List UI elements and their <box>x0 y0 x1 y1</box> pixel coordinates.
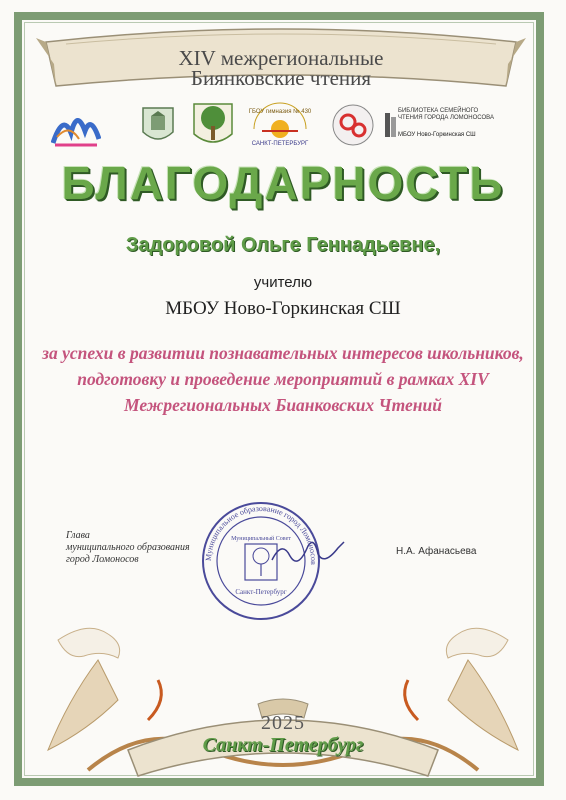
position-line: Глава <box>66 530 90 541</box>
position-line: муниципального образования <box>66 542 190 553</box>
banner-line-2: Биянковские чтения <box>190 66 372 90</box>
bottom-ornament-icon <box>28 600 538 790</box>
signatory-name: Н.А. Афанасьева <box>396 546 477 557</box>
library-text: БИБЛИОТЕКА СЕМЕЙНОГО ЧТЕНИЯ ГОРОДА ЛОМОНОСОВА <box>398 108 494 121</box>
svg-text:ГБОУ гимназия № 430: ГБОУ гимназия № 430 <box>248 109 312 115</box>
handwritten-signature-icon <box>268 532 348 572</box>
tree-logo-icon <box>190 98 236 152</box>
banner-line-1: XIV межрегиональные <box>178 46 384 70</box>
top-banner <box>36 20 526 90</box>
svg-text:Санкт-Петербург: Санкт-Петербург <box>235 588 287 596</box>
recipient-organization: МБОУ Ново-Горкинская СШ <box>165 298 401 319</box>
svg-text:Муниципальный Совет: Муниципальный Совет <box>231 536 291 542</box>
school-logo-icon <box>248 98 312 152</box>
position-line: город Ломоносов <box>66 554 139 565</box>
gears-logo-icon <box>330 98 376 152</box>
wave-logo-icon <box>50 98 102 152</box>
mbou-logo-text: МБОУ Ново-Горкинская СШ <box>398 132 476 138</box>
castle-logo-icon <box>138 98 178 152</box>
library-logo-icon <box>384 98 398 152</box>
year-label: 2025 <box>261 712 305 734</box>
recipient-role: учителю <box>253 274 313 291</box>
recipient-name: Задоровой Ольге Геннадьевне, <box>125 234 441 256</box>
city-label: Санкт-Петербург <box>202 734 364 756</box>
svg-text:САНКТ-ПЕТЕРБУРГ: САНКТ-ПЕТЕРБУРГ <box>251 141 309 147</box>
certificate-title: БЛАГОДАРНОСТЬ <box>61 157 505 209</box>
award-reason: за успехи в развитии познавательных интересов школьников, подготовку и проведение мероприятий в рамках XIV Межрегиональных Бианковских Чтений <box>42 343 524 415</box>
logos-row <box>50 98 510 154</box>
svg-text:Муниципальное образование горо: Муниципальное образование город Ломоносов <box>203 503 319 566</box>
